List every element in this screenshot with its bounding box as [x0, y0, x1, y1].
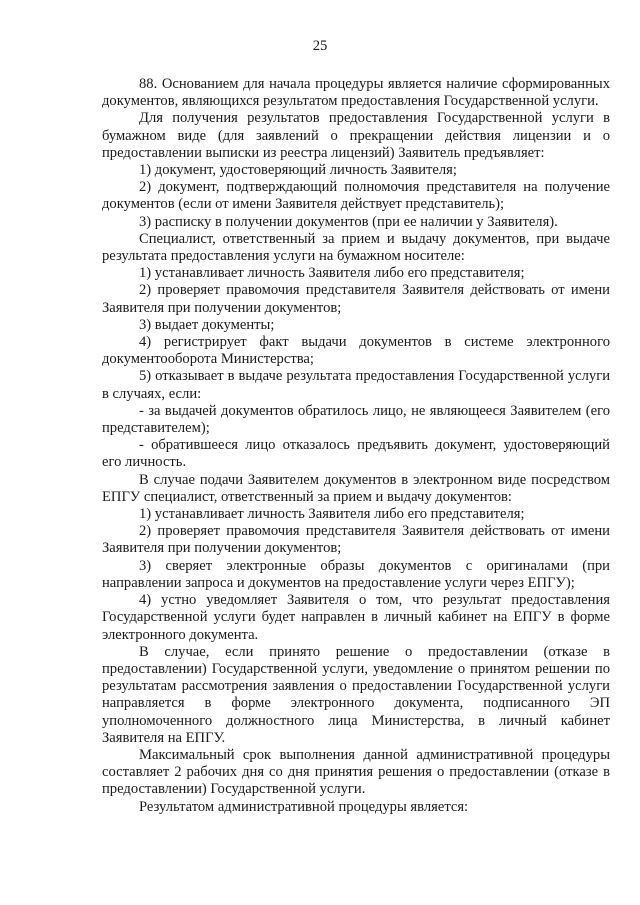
list-item: 2) проверяет правомочия представителя Заявителя действовать от имени Заявителя при получении документов; — [102, 282, 610, 316]
list-item: 1) устанавливает личность Заявителя либо его представителя; — [139, 506, 525, 523]
document-body — [102, 76, 610, 816]
list-item: 1) устанавливает личность Заявителя либо его представителя; — [139, 265, 525, 282]
paragraph-decision-notification: В случае, если принято решение о предоставлении (отказе в предоставлении) Государственной услуги, уведомление о принятом решении по результатам рассмотрения заявления о предоставлении Государственной услуги направляется в форме электронного документа, подписанного ЭП уполномоченного должностного лица Министерства, в личный кабинет Заявителя на ЕПГУ. — [102, 643, 610, 746]
list-item: 2) документ, подтверждающий полномочия представителя на получение документов (если от имени Заявителя действует представитель); — [102, 179, 610, 213]
list-item: 3) сверяет электронные образы документов с оригиналами (при направлении запроса и документов на предоставление услуги через ЕПГУ); — [102, 557, 610, 591]
list-item: 3) выдает документы; — [139, 316, 275, 333]
paragraph-electronic-epgu: В случае подачи Заявителем документов в электронном виде посредством ЕПГУ специалист, ответственный за прием и выдачу документов: — [102, 471, 610, 505]
page-number: 25 — [312, 38, 328, 54]
list-item: 4) регистрирует факт выдачи документов в системе электронного документооборота Министерства; — [102, 334, 610, 368]
list-item: 1) документ, удостоверяющий личность Заявителя; — [139, 162, 457, 179]
list-item: - обратившееся лицо отказалось предъявить документ, удостоверяющий его личность. — [102, 437, 610, 471]
list-item: 2) проверяет правомочия представителя Заявителя действовать от имени Заявителя при получении документов; — [102, 523, 610, 557]
list-item: 5) отказывает в выдаче результата предоставления Государственной услуги в случаях, если: — [102, 368, 610, 402]
paragraph-specialist-paper: Специалист, ответственный за прием и выдачу документов, при выдаче результата предоставления услуги на бумажном носителе: — [102, 230, 610, 265]
paragraph-result: Результатом административной процедуры является: — [139, 798, 469, 815]
paragraph-88: 88. Основанием для начала процедуры является наличие сформированных документов, являющихся результатом предоставления Государственной услуги. — [102, 76, 610, 110]
paragraph-max-term: Максимальный срок выполнения данной административной процедуры составляет 2 рабочих дня со дня принятия решения о предоставлении (отказе в предоставлении) Государственной услуги. — [102, 746, 610, 798]
list-item: 3) расписку в получении документов (при ее наличии у Заявителя). — [139, 213, 558, 230]
list-item: - за выдачей документов обратилось лицо, не являющееся Заявителем (его представителем); — [102, 402, 610, 437]
paragraph-paper-results: Для получения результатов предоставления Государственной услуги в бумажном виде (для заявлений о прекращении действия лицензии и о предоставлении выписки из реестра лицензий) Заявитель предъявляет: — [102, 110, 610, 161]
list-item: 4) устно уведомляет Заявителя о том, что результат предоставления Государственной услуги будет направлен в личный кабинет на ЕПГУ в форме электронного документа. — [102, 592, 610, 643]
